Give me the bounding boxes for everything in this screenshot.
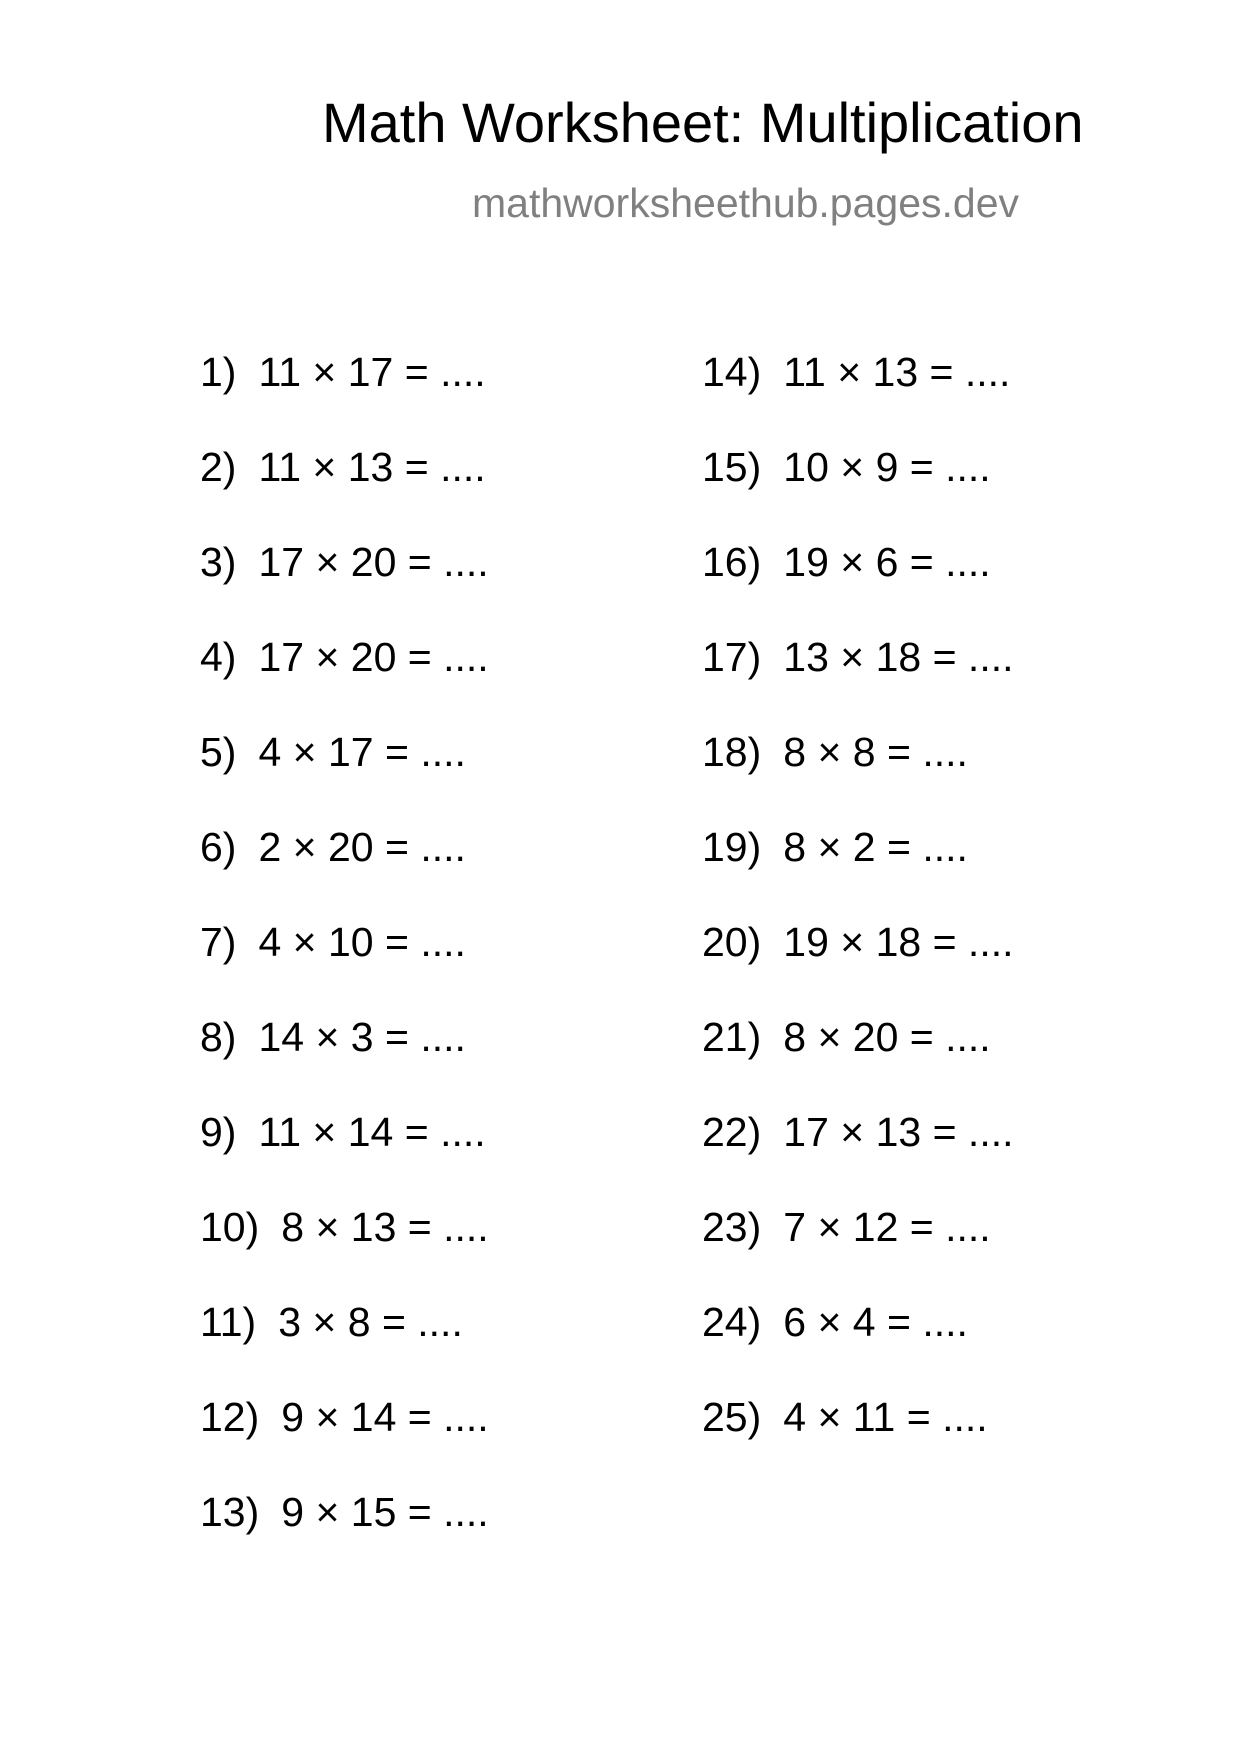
problem-number: 16) — [702, 539, 762, 585]
problem-item — [200, 539, 489, 637]
problem-number: 25) — [702, 1394, 762, 1440]
problem-number: 5) — [200, 729, 237, 775]
problem-item — [702, 1109, 1014, 1207]
problem-number: 9) — [200, 1109, 237, 1155]
problem-item — [702, 824, 1014, 922]
problem-item — [200, 1109, 489, 1207]
problem-expression: 8 × 2 = .... — [783, 824, 968, 870]
problem-number: 11) — [200, 1299, 257, 1345]
problem-item — [702, 444, 1014, 542]
problem-item — [200, 1394, 489, 1492]
problem-item — [702, 539, 1014, 637]
problem-item — [702, 1014, 1014, 1112]
problem-number: 7) — [200, 919, 237, 965]
problem-number: 13) — [200, 1489, 260, 1535]
problem-item — [200, 634, 489, 732]
problem-expression: 10 × 9 = .... — [783, 444, 991, 490]
problem-item — [200, 729, 489, 827]
problem-expression: 6 × 4 = .... — [783, 1299, 968, 1345]
problem-item — [702, 1299, 1014, 1397]
problem-column-right — [702, 349, 1014, 1492]
problem-expression: 13 × 18 = .... — [783, 634, 1014, 680]
problem-item — [200, 1299, 489, 1397]
problem-item — [702, 1204, 1014, 1302]
problem-number: 1) — [200, 349, 237, 395]
problem-number: 17) — [702, 634, 762, 680]
problem-expression: 11 × 13 = .... — [783, 349, 1011, 395]
problem-item — [200, 349, 489, 447]
problem-number: 24) — [702, 1299, 762, 1345]
problem-item — [200, 1014, 489, 1112]
problem-number: 8) — [200, 1014, 237, 1060]
problem-number: 14) — [702, 349, 762, 395]
problem-expression: 4 × 11 = .... — [783, 1394, 988, 1440]
problem-number: 18) — [702, 729, 762, 775]
problem-number: 20) — [702, 919, 762, 965]
problem-expression: 17 × 20 = .... — [258, 539, 489, 585]
problem-item — [200, 444, 489, 542]
problem-expression: 9 × 15 = .... — [281, 1489, 489, 1535]
problem-number: 3) — [200, 539, 237, 585]
page-title: Math Worksheet: Multiplication — [322, 91, 1084, 154]
problem-expression: 19 × 6 = .... — [783, 539, 991, 585]
problem-number: 15) — [702, 444, 762, 490]
problem-expression: 8 × 13 = .... — [281, 1204, 489, 1250]
problem-expression: 2 × 20 = .... — [258, 824, 466, 870]
site-url: mathworksheethub.pages.dev — [472, 180, 1020, 226]
problem-expression: 8 × 8 = .... — [783, 729, 968, 775]
problem-item — [200, 919, 489, 1017]
problem-item — [702, 729, 1014, 827]
problem-expression: 11 × 17 = .... — [258, 349, 486, 395]
problem-expression: 7 × 12 = .... — [783, 1204, 991, 1250]
problem-number: 19) — [702, 824, 762, 870]
problem-expression: 11 × 13 = .... — [258, 444, 486, 490]
problem-number: 21) — [702, 1014, 762, 1060]
problem-number: 10) — [200, 1204, 260, 1250]
problem-number: 4) — [200, 634, 237, 680]
problem-item — [200, 1489, 489, 1587]
problem-number: 2) — [200, 444, 237, 490]
problem-expression: 14 × 3 = .... — [258, 1014, 466, 1060]
problem-expression: 4 × 10 = .... — [258, 919, 466, 965]
problem-expression: 4 × 17 = .... — [258, 729, 466, 775]
problem-expression: 17 × 20 = .... — [258, 634, 489, 680]
problem-item — [702, 919, 1014, 1017]
problem-number: 22) — [702, 1109, 762, 1155]
problem-expression: 19 × 18 = .... — [783, 919, 1014, 965]
problem-expression: 8 × 20 = .... — [783, 1014, 991, 1060]
problem-number: 12) — [200, 1394, 260, 1440]
problem-expression: 11 × 14 = .... — [258, 1109, 486, 1155]
problem-item — [702, 634, 1014, 732]
problem-number: 6) — [200, 824, 237, 870]
problem-expression: 17 × 13 = .... — [783, 1109, 1014, 1155]
problem-column-left — [200, 349, 489, 1587]
problem-item — [702, 349, 1014, 447]
problem-expression: 9 × 14 = .... — [281, 1394, 489, 1440]
problem-item — [200, 824, 489, 922]
problem-expression: 3 × 8 = .... — [278, 1299, 463, 1345]
problem-item — [702, 1394, 1014, 1492]
problem-item — [200, 1204, 489, 1302]
problem-number: 23) — [702, 1204, 762, 1250]
